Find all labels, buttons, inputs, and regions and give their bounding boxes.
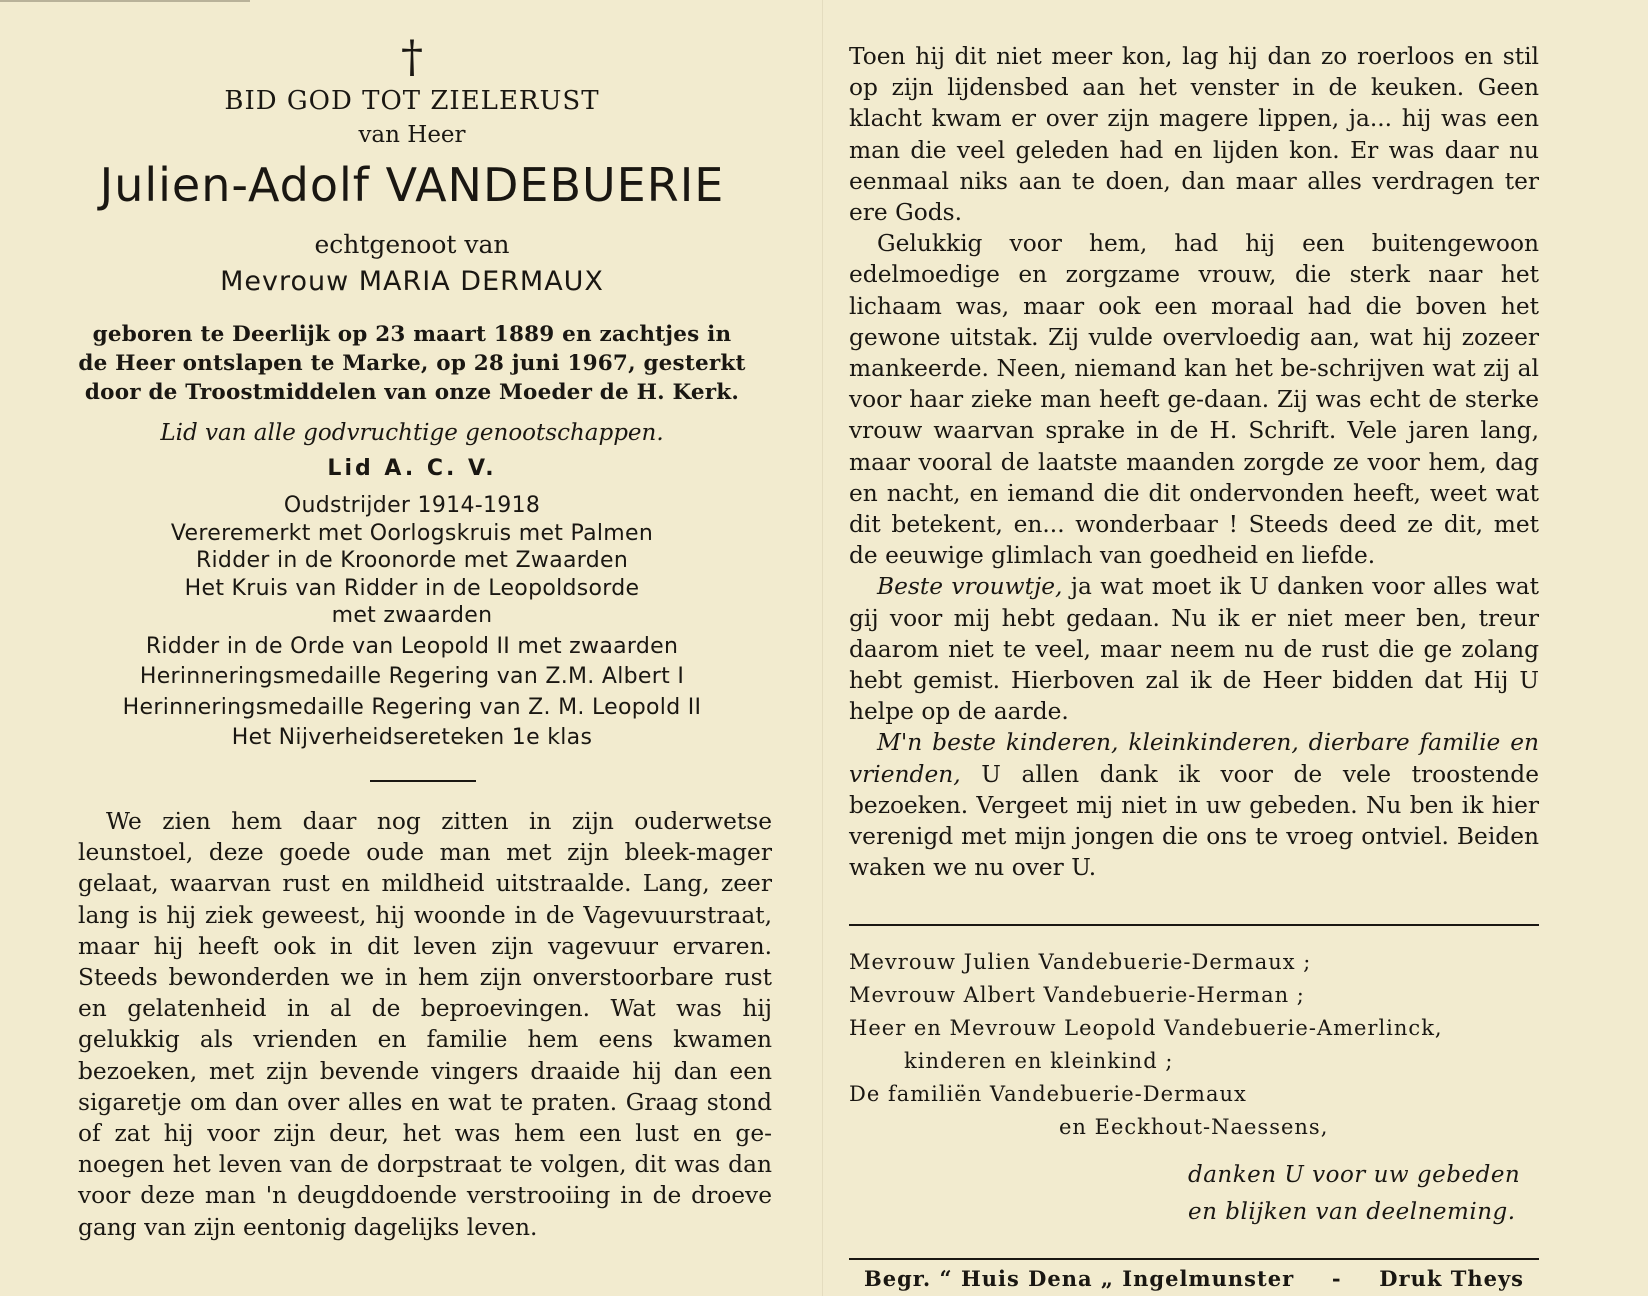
- cross-icon: †: [401, 32, 423, 83]
- honor-item: Het Kruis van Ridder in de Leopoldsorde: [184, 575, 640, 601]
- signers-divider: [849, 924, 1539, 926]
- thanks-line: en blijken van deelneming.: [1188, 1199, 1516, 1225]
- printer-name: Druk Theys: [1379, 1266, 1524, 1291]
- paragraph-lead: Beste vrouwtje,: [877, 573, 1063, 601]
- paragraph-text: Gelukkig voor hem, had hij een buitengewoon edelmoedige en zorgzame vrouw, die sterk naar het lichaam was, maar ook een moraal had die boven het gewone uitstak. Zij vulde overvloedig aan, wat hij zozeer mankeerde. Neen, niemand kan het be-schrijven wat zij al voor haar zieke man heeft ge-daan. Zij was echt de sterke vrouw waarvan sprake in de H. Schrift. Vele jaren lang, maar vooral de laatste maanden zorgde ze voor hem, dag en nacht, en iemand die dit ondervonden heeft, weet wat dit betekent, en... wonderbaar ! Steeds deed ze dit, met de eeuwige glimlach van goedheid en liefde.: [849, 230, 1539, 570]
- membership-line: Lid van alle godvruchtige genootschappen.: [160, 420, 664, 446]
- spouse-name: Mevrouw MARIA DERMAUX: [220, 266, 604, 297]
- deceased-name: Julien-Adolf VANDEBUERIE: [99, 158, 725, 212]
- signer-line: Mevrouw Albert Vandebuerie-Herman ;: [849, 983, 1305, 1007]
- prayer-heading: BID GOD TOT ZIELERUST: [224, 86, 600, 116]
- honors-list: [0, 492, 824, 752]
- honor-item: Oudstrijder 1914-1918: [283, 493, 541, 518]
- paragraph-text: Toen hij dit niet meer kon, lag hij dan zo roerloos en stil op zijn lijdensbed aan het venster in de keuken. Geen klacht kwam er over zijn magere lippen, ja... hij was een man die veel geleden had en lijden kon. Er was daar nu eenmaal niks aan te doen, dan maar alles verdragen ter ere Gods.: [849, 43, 1539, 227]
- honor-item: Het Nijverheidsereteken 1e klas: [231, 725, 593, 750]
- acv-line: Lid A. C. V.: [327, 456, 497, 481]
- paragraph: [849, 228, 1539, 571]
- memorial-text-left: We zien hem daar nog zitten in zijn ouderwetse leunstoel, deze goede oude man met zijn bleek-mager gelaat, waarvan rust en mildheid uitstraalde. Lang, zeer lang is hij ziek geweest, hij woonde in de Vagevuurstraat, maar hij heeft ook in dit leven zijn vagevuur ervaren. Steeds bewonderden we in hem zijn onverstoorbare rust en gelatenheid in al de beproevingen. Wat was hij gelukkig als vrienden en familie hem eens kwamen bezoeken, met zijn bevende vingers draaide hij dan een sigaretje om dan over alles en wat te praten. Graag stond of zat hij voor zijn deur, het was hem een lust en ge-noegen het leven van de dorpstraat te volgen, dit was dan voor deze man 'n deugddoende verstrooiing in de droeve gang van zijn eentonig dagelijks leven.: [78, 808, 772, 1241]
- spouse-label: echtgenoot van: [314, 230, 510, 259]
- right-page: [824, 0, 1648, 1296]
- born-line-1: geboren te Deerlijk op 23 maart 1889 en zachtjes in: [92, 322, 732, 347]
- signers-list: [849, 946, 1539, 1144]
- paragraph: [849, 41, 1539, 228]
- thanks-line: danken U voor uw gebeden: [1188, 1162, 1521, 1188]
- van-heer-label: van Heer: [358, 122, 466, 148]
- footer-dash: -: [1331, 1266, 1342, 1291]
- paragraph: [849, 571, 1539, 727]
- birth-death-info: [0, 320, 824, 407]
- thanks-text: [1188, 1157, 1548, 1231]
- honor-item: Ridder in de Orde van Leopold II met zwaarden: [145, 633, 679, 659]
- funeral-home: Begr. “ Huis Dena „ Ingelmunster: [864, 1266, 1295, 1291]
- signer-line: De familiën Vandebuerie-Dermaux: [849, 1082, 1247, 1106]
- memorial-text-right: [849, 41, 1539, 883]
- paragraph-text: ja wat moet ik U danken voor alles wat gij voor mij hebt gedaan. Nu ik er niet meer ben, treur daarom niet te veel, maar neem nu de rust die ge zolang hebt gemist. Hierboven zal ik de Heer bidden dat Hij U helpe op de aarde.: [849, 573, 1540, 726]
- signer-line: en Eeckhout-Naessens,: [1059, 1115, 1329, 1139]
- printer-footer: [864, 1266, 1524, 1291]
- footer-divider: [849, 1258, 1539, 1260]
- honor-item: Herinneringsmedaille Regering van Z. M. Leopold II: [122, 694, 702, 720]
- born-line-3: door de Troostmiddelen van onze Moeder de H. Kerk.: [84, 380, 740, 405]
- honor-item: Herinneringsmedaille Regering van Z.M. Albert I: [139, 664, 685, 689]
- honor-item: met zwaarden: [331, 603, 493, 628]
- honor-item: Vereremerkt met Oorlogskruis met Palmen: [170, 520, 654, 546]
- honor-item: Ridder in de Kroonorde met Zwaarden: [195, 548, 629, 573]
- paragraph: [849, 727, 1539, 883]
- section-divider: [370, 780, 476, 782]
- signer-line: Heer en Mevrouw Leopold Vandebuerie-Amerlinck,: [849, 1016, 1443, 1040]
- paragraph-text: U allen dank ik voor de vele troostende bezoeken. Vergeet mij niet in uw gebeden. Nu ben ik hier verenigd met mijn jongen die ons te vroeg ontviel. Beiden waken we nu over U.: [849, 760, 1539, 882]
- paragraph-lead: M'n beste kinderen, kleinkinderen, dierbare familie en vrienden,: [849, 729, 1539, 788]
- signer-line: Mevrouw Julien Vandebuerie-Dermaux ;: [849, 950, 1312, 974]
- signer-line: kinderen en kleinkind ;: [904, 1049, 1174, 1073]
- born-line-2: de Heer ontslapen te Marke, op 28 juni 1967, gesterkt: [78, 351, 746, 376]
